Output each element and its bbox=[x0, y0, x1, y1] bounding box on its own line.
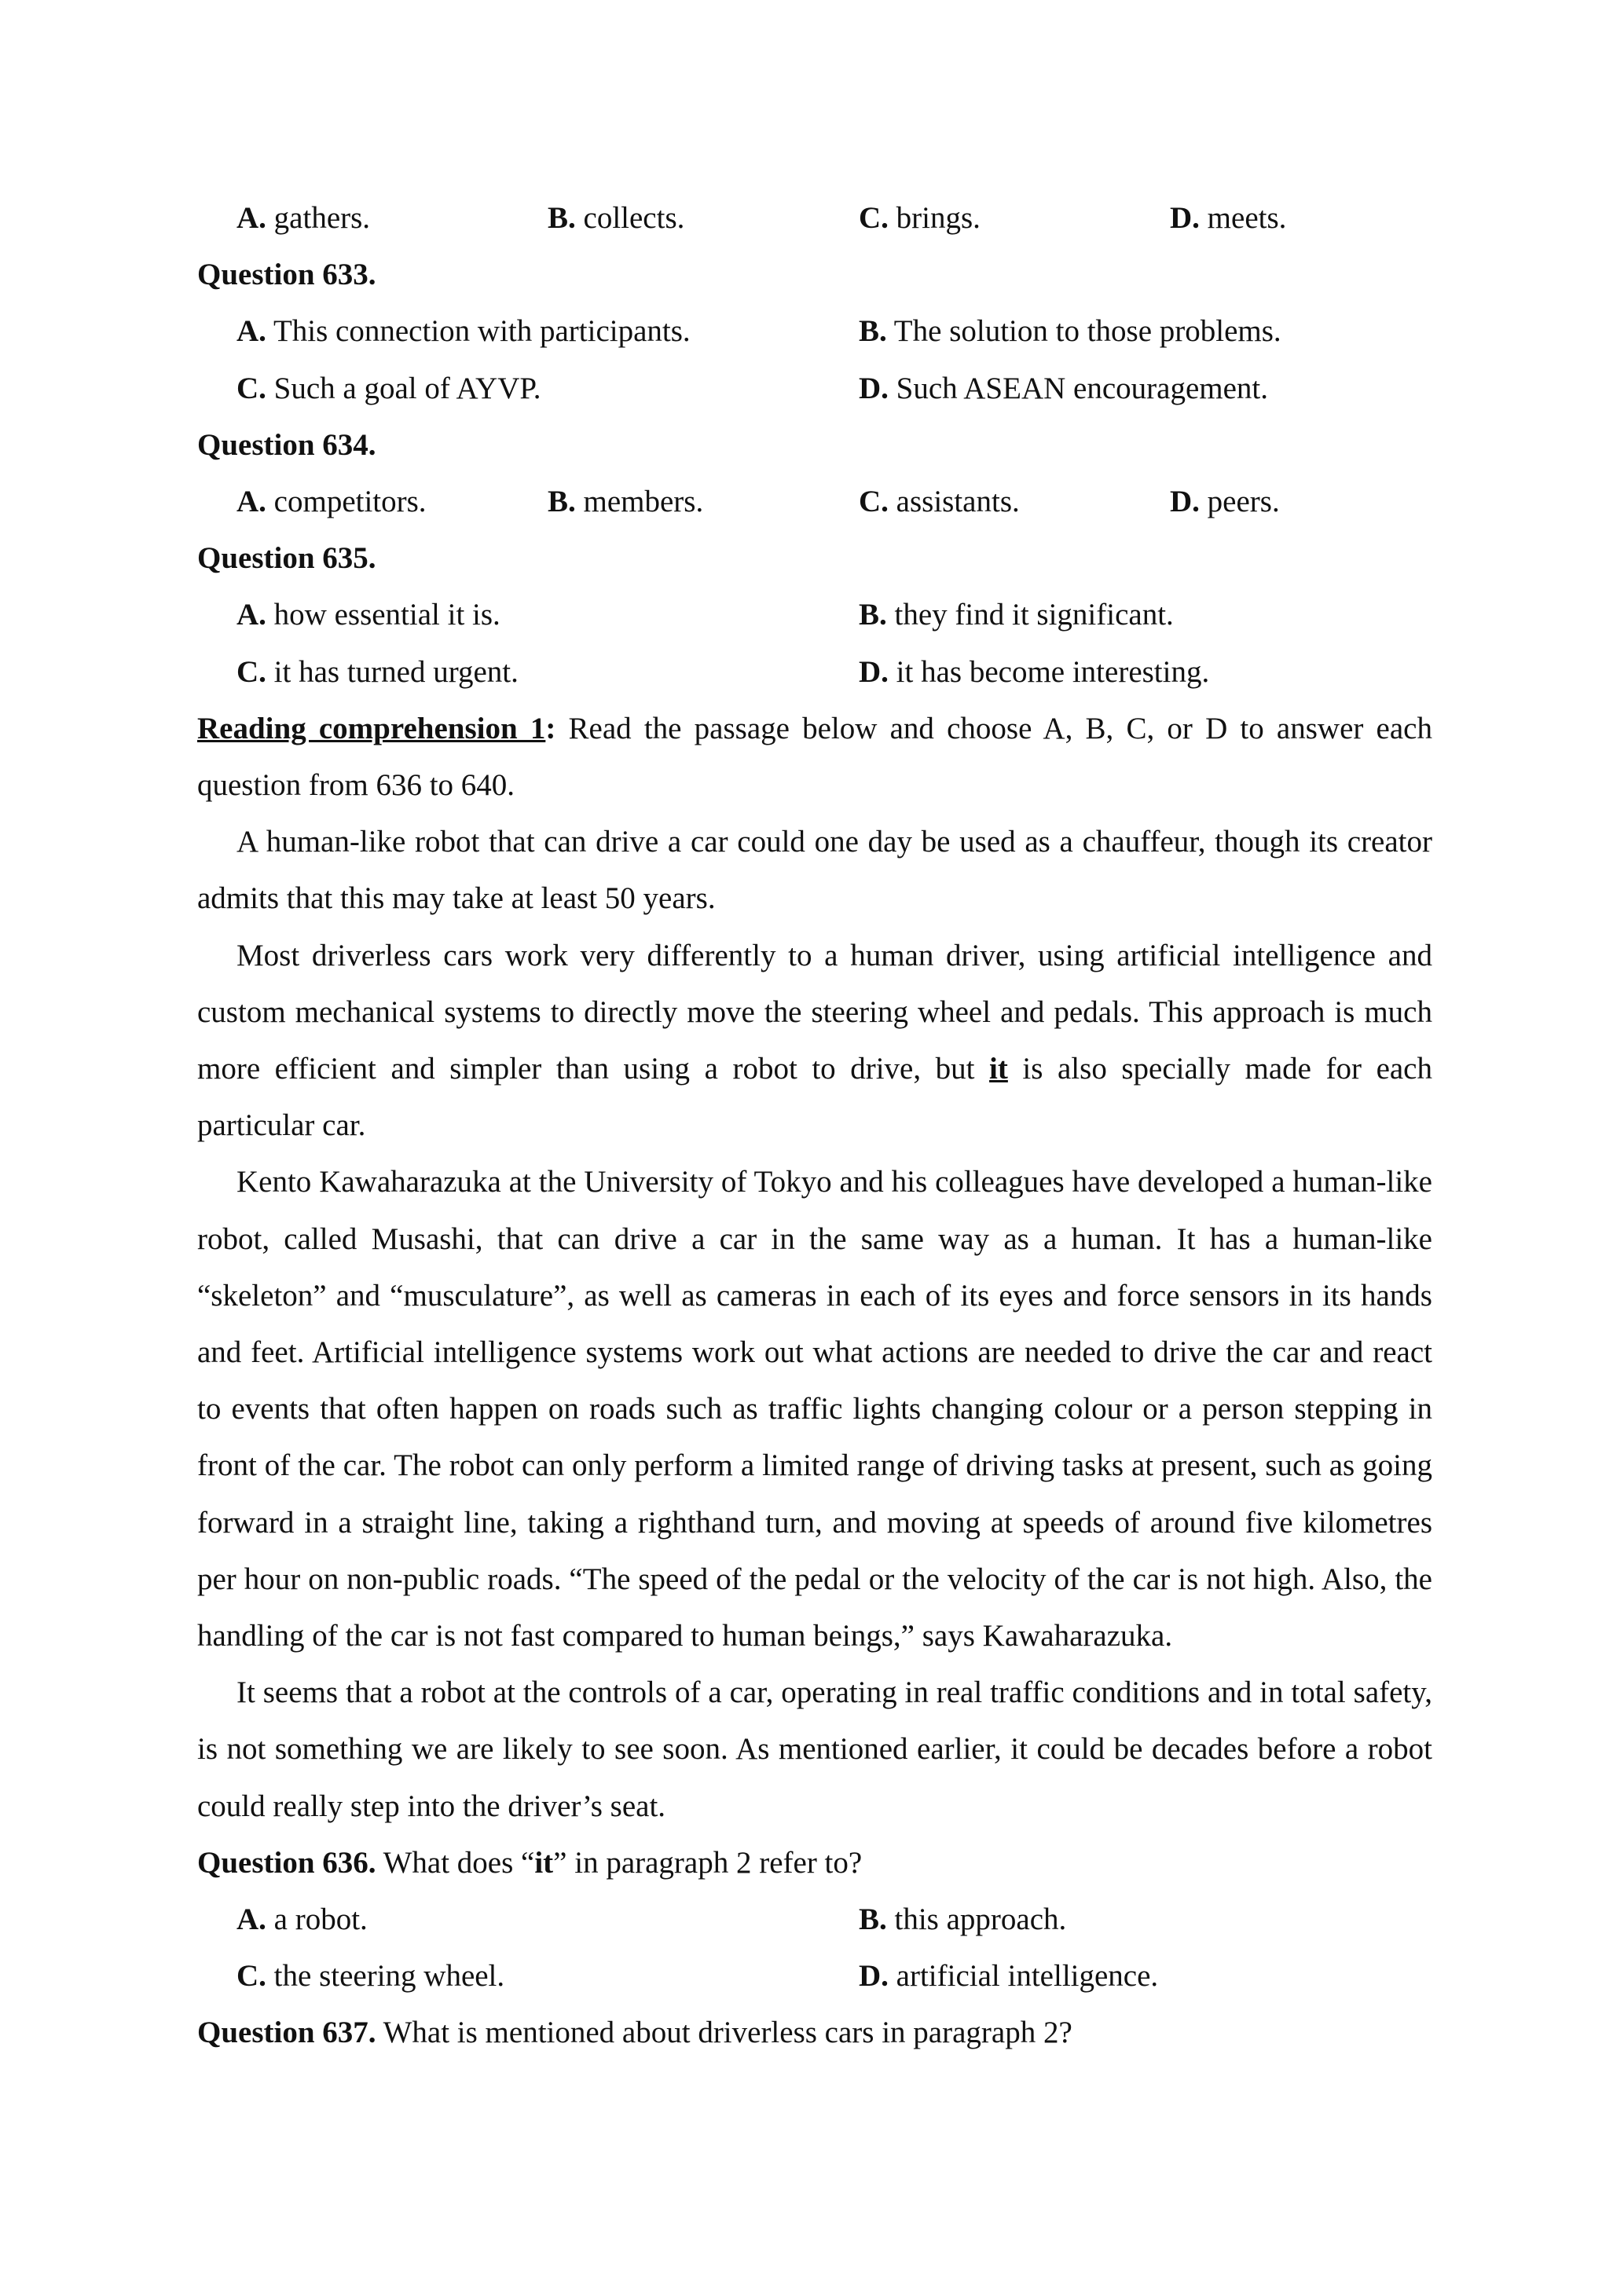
option-key: C. bbox=[859, 484, 889, 518]
option-text: it has become interesting. bbox=[888, 654, 1210, 689]
option-key: B. bbox=[548, 201, 576, 235]
option-text: the steering wheel. bbox=[266, 1959, 505, 1994]
q634-title: Question 634. bbox=[197, 427, 376, 462]
option-key: C. bbox=[236, 654, 266, 689]
stem-text: What is mentioned about driverless cars in paragraph 2? bbox=[376, 2016, 1072, 2050]
q633-options-row-2 bbox=[197, 361, 1432, 417]
option-text: this approach. bbox=[886, 1902, 1067, 1936]
option-key: A. bbox=[236, 314, 266, 349]
q637-title: Question 637. bbox=[197, 2016, 376, 2050]
stem-text: ” in paragraph 2 refer to? bbox=[553, 1845, 863, 1880]
q636-options-row-2 bbox=[197, 1948, 1432, 2005]
q636-option-b[interactable] bbox=[859, 1891, 1066, 1948]
option-text: they find it significant. bbox=[886, 598, 1174, 632]
page-content bbox=[197, 190, 1432, 2062]
reading-heading-colon: : bbox=[545, 711, 556, 745]
option-key: A. bbox=[236, 1902, 266, 1936]
passage-paragraph-3: Kento Kawaharazuka at the University of Tokyo and his colleagues have developed a human-like robot, called Musashi, that can drive a car in the same way as a human. It has a human-like “skeleton” and “musculature”, as well as cameras in each of its eyes and force sensors in its hands and feet. Artificial intelligence systems work out what actions are needed to drive the car and react to events that often happen on roads such as traffic lights changing colour or a person stepping in front of the car. The robot can only perform a limited range of driving tasks at present, such as going forward in a straight line, taking a righthand turn, and moving at speeds of around five kilometres per hour on non-public roads. “The speed of the pedal or the velocity of the car is not high. Also, the handling of the car is not fast compared to human beings,” says Kawaharazuka. bbox=[197, 1165, 1432, 1653]
q633-option-c[interactable] bbox=[236, 361, 541, 417]
q633-option-b[interactable] bbox=[859, 303, 1281, 360]
option-text: assistants. bbox=[888, 484, 1020, 518]
q635-option-a[interactable] bbox=[236, 587, 500, 643]
option-text: Such ASEAN encouragement. bbox=[888, 371, 1268, 405]
q633-option-a[interactable] bbox=[236, 303, 691, 360]
option-key: D. bbox=[859, 1959, 889, 1994]
passage-paragraph-2 bbox=[197, 928, 1432, 1155]
q636-option-d[interactable] bbox=[859, 1948, 1158, 2005]
q633-options-row-1 bbox=[197, 303, 1432, 360]
passage-paragraph-4: It seems that a robot at the controls of a car, operating in real traffic conditions and in total safety, is not something we are likely to see soon. As mentioned earlier, it could be decades before a robot could really step into the driver’s seat. bbox=[197, 1675, 1432, 1823]
option-text: Such a goal of AYVP. bbox=[266, 371, 541, 405]
option-text: meets. bbox=[1199, 201, 1287, 235]
q634-options-row bbox=[197, 474, 1432, 530]
option-key: B. bbox=[859, 1902, 887, 1936]
q632-option-a[interactable] bbox=[236, 190, 370, 247]
q633-option-d[interactable] bbox=[859, 361, 1268, 417]
q632-option-d[interactable] bbox=[1170, 190, 1286, 247]
option-text: The solution to those problems. bbox=[886, 314, 1281, 349]
option-key: B. bbox=[859, 598, 887, 632]
q637-stem bbox=[197, 2005, 1432, 2061]
option-key: D. bbox=[1170, 201, 1200, 235]
option-text: peers. bbox=[1199, 484, 1280, 518]
option-text: it has turned urgent. bbox=[266, 654, 519, 689]
option-key: C. bbox=[236, 1959, 266, 1994]
q635-option-c[interactable] bbox=[236, 644, 519, 701]
option-text: This connection with participants. bbox=[266, 314, 691, 349]
q633-title: Question 633. bbox=[197, 258, 376, 292]
q636-option-c[interactable] bbox=[236, 1948, 504, 2005]
referenced-word-it: it bbox=[989, 1051, 1008, 1086]
option-key: C. bbox=[236, 371, 266, 405]
q635-option-b[interactable] bbox=[859, 587, 1174, 643]
q636-stem bbox=[197, 1835, 1432, 1891]
option-key: B. bbox=[548, 484, 576, 518]
q636-options-row-1 bbox=[197, 1891, 1432, 1948]
q634-option-d[interactable] bbox=[1170, 474, 1280, 530]
option-text: competitors. bbox=[266, 484, 427, 518]
option-text: collects. bbox=[575, 201, 685, 235]
q634-option-b[interactable] bbox=[548, 474, 703, 530]
q636-option-a[interactable] bbox=[236, 1891, 368, 1948]
q635-options-row-2 bbox=[197, 644, 1432, 701]
q632-options-row bbox=[197, 190, 1432, 247]
reading-instruction bbox=[197, 701, 1432, 814]
option-text: how essential it is. bbox=[266, 598, 500, 632]
option-key: D. bbox=[1170, 484, 1200, 518]
option-key: A. bbox=[236, 484, 266, 518]
option-text: gathers. bbox=[266, 201, 371, 235]
q634-option-a[interactable] bbox=[236, 474, 427, 530]
stem-text: What does “ bbox=[376, 1845, 535, 1880]
q632-option-b[interactable] bbox=[548, 190, 684, 247]
reading-heading: Reading comprehension 1 bbox=[197, 711, 546, 745]
stem-word-it: it bbox=[534, 1845, 554, 1880]
q636-title: Question 636. bbox=[197, 1845, 376, 1880]
q632-option-c[interactable] bbox=[859, 190, 981, 247]
q635-title: Question 635. bbox=[197, 541, 376, 576]
q635-options-row-1 bbox=[197, 587, 1432, 643]
option-key: C. bbox=[859, 201, 889, 235]
option-text: brings. bbox=[888, 201, 981, 235]
option-key: A. bbox=[236, 598, 266, 632]
option-key: D. bbox=[859, 654, 889, 689]
option-key: D. bbox=[859, 371, 889, 405]
option-key: B. bbox=[859, 314, 887, 349]
q635-option-d[interactable] bbox=[859, 644, 1209, 701]
q634-option-c[interactable] bbox=[859, 474, 1020, 530]
reading-instruction-text: Read the passage below and choose A, B, C, or D to answer each question from 636 to 640. bbox=[197, 711, 1432, 802]
option-text: artificial intelligence. bbox=[888, 1959, 1159, 1994]
option-text: a robot. bbox=[266, 1902, 368, 1936]
option-key: A. bbox=[236, 201, 266, 235]
passage-paragraph-1: A human-like robot that can drive a car could one day be used as a chauffeur, though its creator admits that this may take at least 50 years. bbox=[197, 825, 1432, 916]
paragraph-text: is also specially made for each particular car. bbox=[197, 1051, 1432, 1143]
option-text: members. bbox=[575, 484, 704, 518]
paragraph-text: Most driverless cars work very differently to a human driver, using artificial intelligence and custom mechanical systems to directly move the steering wheel and pedals. This approach is much more efficient and simpler than using a robot to drive, but bbox=[197, 938, 1432, 1086]
